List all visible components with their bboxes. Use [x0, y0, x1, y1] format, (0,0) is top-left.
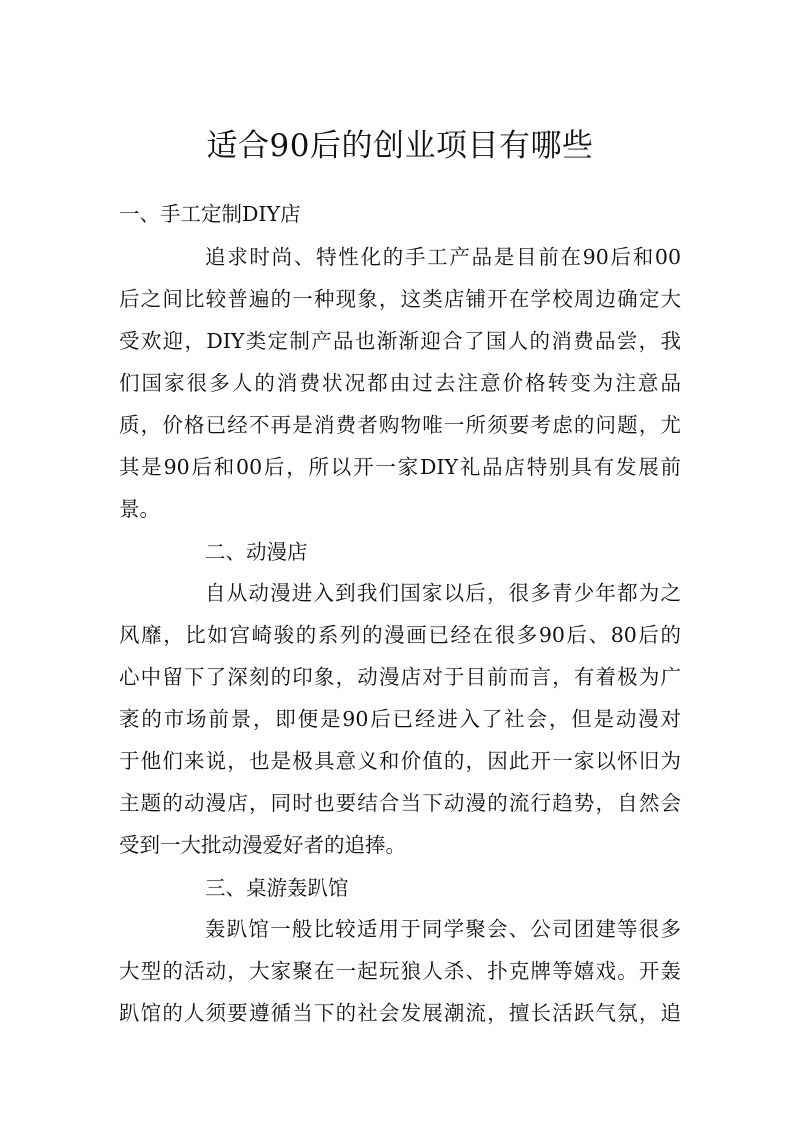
paragraph-line: 其是90后和00后，所以开一家DIY礼品店特别具有发展前 — [119, 455, 681, 479]
paragraph-line: 受到一大批动漫爱好者的追捧。 — [119, 833, 406, 857]
paragraph-line: 风靡，比如宫崎骏的系列的漫画已经在很多90后、80后的 — [119, 623, 681, 647]
paragraph-line: 袤的市场前景，即便是90后已经进入了社会，但是动漫对 — [119, 707, 681, 731]
paragraph-line: 追求时尚、特性化的手工产品是目前在90后和00 — [205, 245, 681, 269]
paragraph-line: 大型的活动，大家聚在一起玩狼人杀、扑克牌等嬉戏。开轰 — [119, 959, 681, 983]
section-heading: 三、桌游轰趴馆 — [205, 876, 349, 900]
paragraph-line: 景。 — [119, 497, 160, 521]
paragraph-line: 轰趴馆一般比较适用于同学聚会、公司团建等很多 — [205, 917, 681, 941]
document-title: 适合90后的创业项目有哪些 — [206, 128, 594, 164]
paragraph-line: 受欢迎，DIY类定制产品也渐渐迎合了国人的消费品尝，我 — [119, 329, 681, 353]
paragraph-line: 趴馆的人须要遵循当下的社会发展潮流，擅长活跃气氛，追 — [119, 1001, 681, 1025]
paragraph-line: 于他们来说，也是极具意义和价值的，因此开一家以怀旧为 — [119, 749, 681, 773]
paragraph-line: 主题的动漫店，同时也要结合当下动漫的流行趋势，自然会 — [119, 791, 681, 815]
paragraph-line: 质，价格已经不再是消费者购物唯一所须要考虑的问题，尤 — [119, 413, 681, 437]
section-heading: 二、动漫店 — [205, 540, 308, 564]
paragraph-line: 们国家很多人的消费状况都由过去注意价格转变为注意品 — [119, 371, 681, 395]
paragraph-line: 自从动漫进入到我们国家以后，很多青少年都为之 — [205, 581, 681, 605]
paragraph-line: 后之间比较普遍的一种现象，这类店铺开在学校周边确定大 — [119, 287, 681, 311]
section-heading: 一、手工定制DIY店 — [119, 202, 301, 226]
paragraph-line: 心中留下了深刻的印象，动漫店对于目前而言，有着极为广 — [119, 665, 681, 689]
